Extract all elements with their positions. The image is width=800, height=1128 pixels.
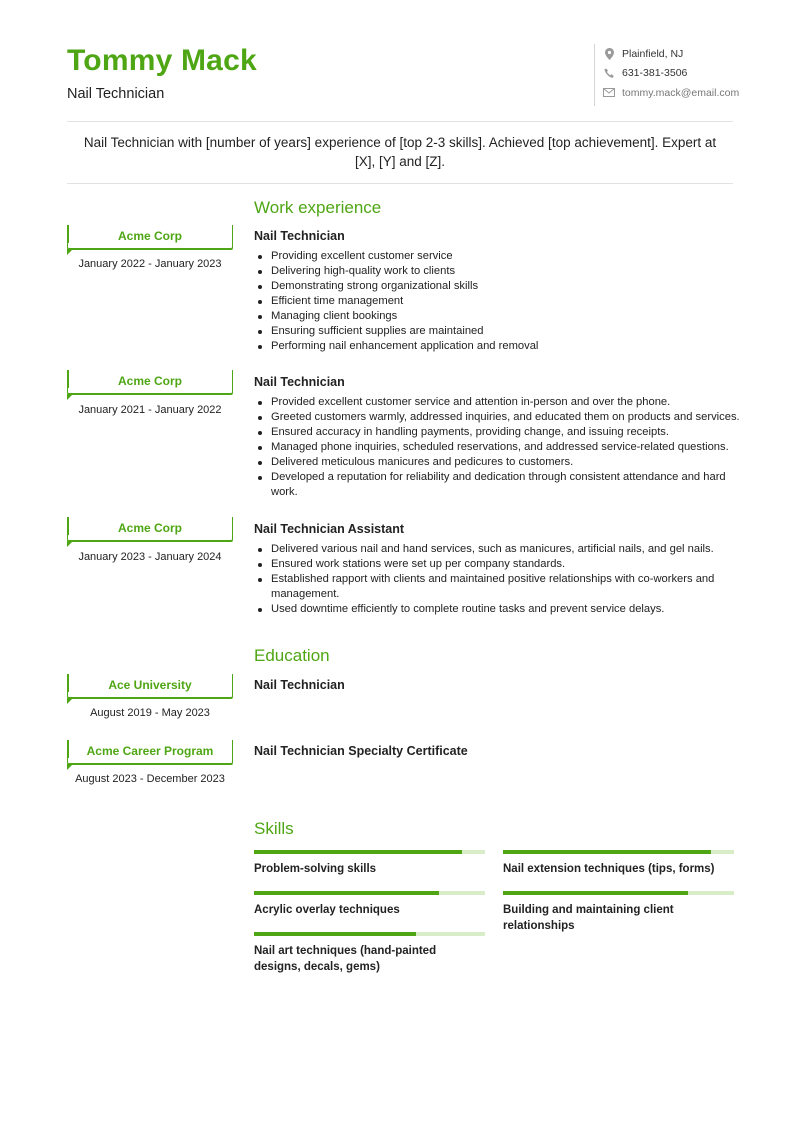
work-role: Nail Technician <box>254 229 345 243</box>
school-name: Ace University <box>108 678 192 692</box>
contact-phone <box>603 64 739 84</box>
work-bullet: Ensuring sufficient supplies are maintained <box>254 324 740 339</box>
work-bullet: Performing nail enhancement application and removal <box>254 339 740 354</box>
work-company-label <box>67 370 233 394</box>
work-bullet: Ensured work stations were set up per company standards. <box>254 557 740 572</box>
skill-name: Acrylic overlay techniques <box>254 904 400 916</box>
skills-section-title: Skills <box>254 819 294 838</box>
candidate-title: Nail Technician <box>67 86 165 102</box>
work-bullet: Developed a reputation for reliability and dedication through consistent attendance and hard work. <box>254 470 740 500</box>
work-bullet: Managed phone inquiries, scheduled reservations, and addressed service-related questions. <box>254 440 740 455</box>
map-pin-icon <box>603 48 615 60</box>
company-name: Acme Corp <box>117 374 182 388</box>
skill-item <box>254 850 485 877</box>
work-bullet: Delivered various nail and hand services, such as manicures, artificial nails, and gel nails. <box>254 542 740 557</box>
education-degree: Nail Technician Specialty Certificate <box>254 744 468 758</box>
work-bullet: Delivered meticulous manicures and pedicures to customers. <box>254 455 740 470</box>
work-bullets <box>254 249 740 354</box>
skill-item <box>503 891 734 934</box>
work-section-title: Work experience <box>254 198 382 217</box>
skill-name: Building and maintaining client relationships <box>503 904 674 932</box>
skill-level-bar <box>254 932 485 936</box>
education-section-title: Education <box>254 646 330 665</box>
work-dates: January 2022 - January 2023 <box>78 258 222 270</box>
work-dates: January 2021 - January 2022 <box>78 404 222 416</box>
work-bullet: Managing client bookings <box>254 309 740 324</box>
skill-level-bar <box>254 891 485 895</box>
company-name: Acme Corp <box>117 521 182 535</box>
school-name: Acme Career Program <box>86 744 214 758</box>
location-text: Plainfield, NJ <box>622 47 684 60</box>
work-bullet: Efficient time management <box>254 294 740 309</box>
phone-icon <box>603 67 615 79</box>
summary-text: Nail Technician with [number of years] experience of [top 2-3 skills]. Achieved [top achievement]. Expert at [X], [Y] and [Z]. <box>83 135 717 169</box>
skill-level-bar <box>503 850 734 854</box>
work-bullet: Provided excellent customer service and attention in-person and over the phone. <box>254 395 740 410</box>
email-link[interactable]: tommy.mack@email.com <box>622 86 740 99</box>
phone-text: 631-381-3506 <box>622 67 688 80</box>
candidate-name: Tommy Mack <box>67 44 257 77</box>
work-bullet: Used downtime efficiently to complete routine tasks and prevent service delays. <box>254 602 740 617</box>
skill-level-bar <box>254 850 485 854</box>
work-company-label <box>67 225 233 249</box>
work-bullet: Delivering high-quality work to clients <box>254 264 740 279</box>
education-school-label <box>67 674 233 698</box>
divider-top <box>67 121 733 122</box>
skill-item <box>503 850 734 877</box>
work-bullet: Ensured accuracy in handling payments, providing change, and issuing receipts. <box>254 425 740 440</box>
education-dates: August 2019 - May 2023 <box>90 707 210 719</box>
work-bullet: Providing excellent customer service <box>254 249 740 264</box>
education-school-label <box>67 740 233 764</box>
skill-item <box>254 932 485 975</box>
divider-summary <box>67 183 733 184</box>
skill-name: Problem-solving skills <box>254 863 377 875</box>
contact-block <box>594 44 739 106</box>
education-degree: Nail Technician <box>254 678 345 692</box>
work-bullet: Established rapport with clients and maintained positive relationships with co-workers and management. <box>254 572 740 602</box>
contact-location <box>603 44 739 64</box>
work-role: Nail Technician <box>254 375 345 389</box>
work-bullet: Demonstrating strong organizational skills <box>254 279 740 294</box>
work-bullet: Greeted customers warmly, addressed inquiries, and educated them on products and services. <box>254 410 740 425</box>
skill-name: Nail art techniques (hand-painted designs, decals, gems) <box>254 945 437 973</box>
company-name: Acme Corp <box>117 229 182 243</box>
skill-item <box>254 891 485 918</box>
contact-email[interactable] <box>603 83 739 103</box>
work-role: Nail Technician Assistant <box>254 522 405 536</box>
work-bullets <box>254 395 740 500</box>
skill-name: Nail extension techniques (tips, forms) <box>503 863 715 875</box>
work-dates: January 2023 - January 2024 <box>78 551 222 563</box>
education-dates: August 2023 - December 2023 <box>75 773 225 785</box>
work-company-label <box>67 517 233 541</box>
work-bullets <box>254 542 740 617</box>
envelope-icon <box>603 87 615 99</box>
skill-level-bar <box>503 891 734 895</box>
